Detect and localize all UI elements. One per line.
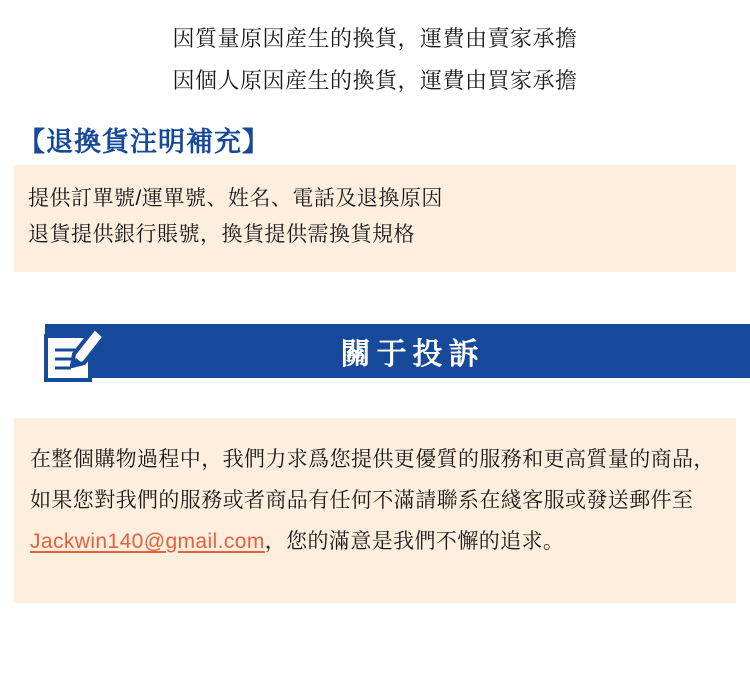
pencil-note-icon — [38, 314, 112, 388]
return-note-line-1: 提供訂單號/運單號、姓名、電話及退換原因 — [28, 186, 443, 210]
complaint-body-text — [30, 440, 720, 563]
top-notice-line-1: 因質量原因産生的換貨，運費由賣家承擔 — [172, 26, 578, 51]
complaint-banner — [0, 314, 750, 388]
top-notice-line-2: 因個人原因産生的換貨，運費由買家承擔 — [172, 67, 578, 93]
support-email-link[interactable]: Jackwin140@gmail.com — [30, 529, 265, 553]
top-notice-block — [0, 0, 750, 102]
return-note-line-2: 退貨提供銀行賬號，換貨提供需換貨規格 — [28, 223, 415, 247]
return-note-box — [14, 165, 736, 273]
complaint-text-after: ，您的滿意是我們不懈的追求。 — [264, 529, 565, 553]
complaint-text-before: 在整個購物過程中，我們力求爲您提供更優質的服務和更高質量的商品，如果您對我們的服務或者商品有任何不滿請聯系在綫客服或發送郵件至 — [30, 448, 715, 513]
complaint-body-box — [14, 418, 736, 603]
return-note-heading: 【退換貨注明補充】 — [18, 126, 270, 157]
complaint-banner-bar — [45, 324, 750, 378]
complaint-banner-title: 關于投訴 — [340, 338, 485, 372]
